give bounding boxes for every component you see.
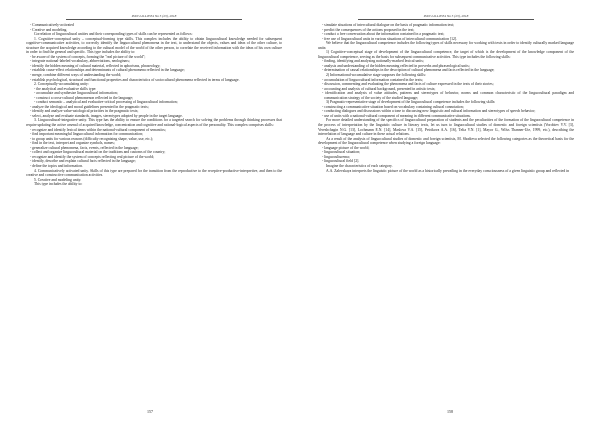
paragraph: 5. Creative and modeling unity. (34, 177, 82, 182)
list-item: - use of units with a national-cultural component of meaning in different communicative situations. (322, 113, 471, 118)
list-item: - generalize cultural phenomena, facts, events, reflected in the language; (30, 145, 139, 150)
list-item: - identify and analyze value-axiological priorities in the pragmatic texts; (30, 109, 139, 114)
paragraph: As a result of the analysis of linguocultural studies of domestic and foreign scientists, M. Shodieva selected the following categories as the theoretical basis for the development of the linguocultural competence when studying a foreign language: (318, 136, 574, 146)
list-item: - establish psychological, structural and functional properties and characteristics of sociocultural phenomena reflected in terms of language. (30, 77, 240, 82)
page-number: 157 (147, 409, 153, 414)
list-item: - merge, combine different ways of understanding the world; (30, 73, 122, 78)
running-header: ISSN 2414-8334 No 5 (23), 2018 (66, 14, 242, 20)
list-item: - Communicatively-activated (30, 23, 74, 27)
list-item: - the analytical and evaluative skills type: (34, 86, 97, 91)
list-item: - integrate national-labeled vocabulary, abbreviations, neologisms; (30, 59, 130, 64)
list-item: - identify, describe and explain cultural facts reflected in the language; (30, 159, 136, 164)
page-number: 158 (447, 409, 453, 414)
list-item: - constructing a communicative situation based on vocabulary containing cultural connotation; (322, 104, 464, 109)
list-item: - accumulation of linguocultural information contained in the texts; (322, 77, 424, 82)
list-item: - accumulate and synthesize linguocultural information; (34, 91, 118, 96)
list-item: - linguocultural field [2]. (322, 159, 360, 164)
right-page (300, 0, 600, 424)
list-item: - recognize and identify lexical items within the national-cultural component of semantics; (30, 127, 166, 132)
list-item: - select, analyze and evaluate standards, images, stereotypes adopted by people in the target language. (30, 113, 183, 118)
paragraph: 4. Communicatively activated unity. Skills of this type are prepared for the transition from the reproductive to the receptive-productive-interpretive, and then to the creative and constructive communication activities. (26, 168, 282, 178)
paragraph: 2) Informational-accumulative stage supposes the following skills: (326, 73, 426, 78)
paragraph: For more detailed understanding of the specifics of linguocultural preparation of students and the peculiarities of the formation of the linguocultural competence in the process of interpretation by the linguistic culture in literary texts, let us turn to linguocultural studies of domestic and foreign scientists (Vorobiev V.V. [3], Vereshchagin N.G. [13], Lochmann E.N. [14], Maslova V.A. [15], Petrikova A.A. [16], Telia V.N. [1], Mayor G., Wilss Thanner-Ute, 1999, etc.), describing the interrelation of language and culture in these actual relations. (318, 118, 574, 137)
list-item: - analysis and understanding of the hidden meaning reflected in proverbs and phraseological units; (322, 63, 470, 68)
list-item: - conduct semantic – analytical and evaluative-critical processing of linguocultural information; (34, 100, 178, 105)
list-item: - language picture of the world; (322, 145, 370, 150)
list-item: - to group units for various reasons (difficulty recognizing shape, value, use, etc.); (30, 136, 154, 141)
paragraph: This type includes the ability to: (34, 182, 83, 187)
list-item: - accounting and analysis of cultural background, presented in artistic texts; (322, 86, 436, 91)
list-item: - linguoculturema; (322, 154, 350, 159)
paragraph: A.A. Zalevskaya interprets the linguistic picture of the world as a historically prevailing in the everyday consciousness of a given linguistic group and reflected in (326, 168, 570, 173)
list-item: - identification and analysis of value attitudes, patterns and stereotypes of behavior, norms and common characteristic of the linguocultural paradigm and communication strategy of the society of the studied language; (322, 91, 574, 100)
list-item: - conduct a free conversation about the information contained in a pragmatic text; (322, 32, 445, 37)
list-item: - discussion, commenting and evaluating the phenomena and facts of culture expressed in the texts of their stories; (322, 82, 494, 87)
paragraph: Correlation of linguocultural unities and their corresponding types of skills can be represented as follows: (34, 32, 193, 37)
paragraph: We believe that the linguocultural competence includes the following types of skills necessary for working with texts in order to identify culturally marked language units: (318, 41, 574, 50)
paragraph: 1) Cognitive-conceptual stage of development of the linguocultural competence, the target of which is the development of the knowledge component of the linguocultural competence, serving as the basis for subsequent communicative activities. This type includes the following skills: (318, 50, 574, 59)
list-item: - collect and organize linguocultural material on the traditions and customs of the country; (30, 150, 166, 155)
page-body (318, 23, 574, 173)
paragraph: 3. Linguocultural-integrative unity. This type has the ability to ensure the conditions for a targeted search for solving the problems through thinking processes that require updating the active arsenal of acquired knowledge, concentration and cognitive and rational-logical aspects of the personality. This complex comprises skills: (26, 118, 282, 128)
list-item: - determination of causal relationships in the description of cultural phenomena and facts reflected in the language; (322, 68, 495, 73)
list-item: - analyze the ideological and moral guidelines presented in the pragmatic texts; (30, 104, 149, 109)
list-item: - linguocultural situation; (322, 150, 361, 155)
list-item: - predict the consequences of the actions proposed in the text; (322, 27, 415, 32)
list-item: - recognize and identify the system of concepts reflecting real picture of the world; (30, 154, 155, 159)
list-item: - simulate situations of intercultural dialogue on the basis of pragmatic information text; (322, 23, 455, 27)
list-item: - Creative and modeling. (30, 27, 68, 32)
list-item: - establish cause-effect relationships and determinants of cultural phenomena reflected in the language; (30, 68, 185, 73)
paragraph: 3) Pragmatic-representative stage of development of the linguocultural competence includes the following skills: (326, 100, 496, 105)
list-item: - identify the hidden meaning of cultural material, reflected in aphorisms, phraseology; (30, 63, 161, 68)
paragraph: Imagine the characteristics of each category. (326, 163, 393, 168)
paragraph: 2. Conceptually-accumulating unity: (34, 82, 89, 87)
page-body (26, 23, 282, 187)
running-header: ISSN 2414-8334 No 5 (23), 2018 (358, 14, 534, 20)
list-item: - finding, identifying and analyzing nationally-marked lexical units; (322, 59, 424, 64)
list-item: - find important meaningful linguocultural information for communication; (30, 132, 143, 137)
list-item: - find in the text, interpret and organize symbols, names; (30, 141, 115, 146)
list-item: - construct a cross-cultural phenomenon reflected in the language; (34, 95, 134, 100)
list-item: - conducting dialogues and discussions within a tone to discussing new linguistic and cultural information and stereotypes of speech behavior; (322, 109, 536, 114)
list-item: - define the topics and information. (30, 163, 83, 168)
list-item: - free use of linguocultural units in various situations of intercultural communication [12]. (322, 36, 458, 41)
list-item: - be aware of the system of concepts, forming the "real picture of the world"; (30, 54, 146, 59)
paragraph: 1. Cognitive-conceptual unity – conceptual-forming type skills. This complex includes the ability to obtain linguocultural knowledge needed for subsequent cognitive-communicative activities, to correctly identify the linguocultural phenomena in the text, to understand the objects, values and ideas of the other culture, to structure the acquired knowledge according to the cultural model of the world of the other person, to correlate the received information with the ideas of his own culture in order to find the general and specific. This type includes the ability to: (26, 36, 282, 55)
